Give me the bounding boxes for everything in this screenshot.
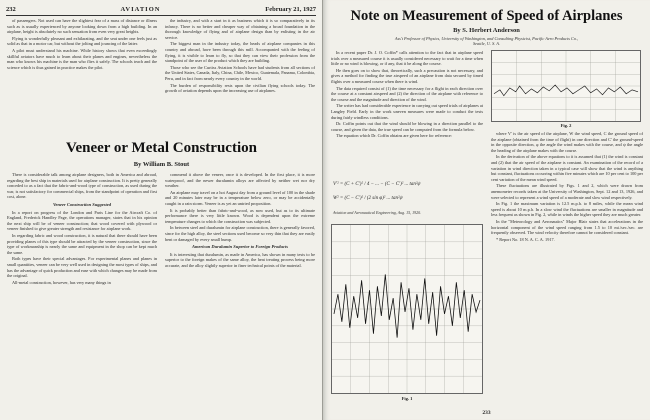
- paragraph: In regarding fabric and wood construction, it is natural that there should have been providing planes of this type should be attracted by the veneer construction, since the type of workmanship is nearly the same and equipment in the shop can be kept much the same.: [7, 232, 157, 255]
- figure-1-caption: Fig. 1: [401, 396, 413, 401]
- running-head: [6, 5, 316, 14]
- article-author: By S. Herbert Anderson: [453, 27, 520, 34]
- figure-1-chart: [331, 224, 483, 394]
- figure-1-graph: [332, 225, 482, 393]
- paragraph: It is interesting that duralumin, as made in America, has shown in many tests to be superior to the foreign makes of the same alloy, the heat treating process being more accurate, and the alloy slightly superior in finer technical points of the material.: [165, 251, 315, 268]
- article-column-1: [7, 172, 157, 410]
- paragraph: The writer has had considerable experience in carrying out speed trials of airplanes at Langley Field. Early in the work uneven measures were made to conduct the tests during fairly windless conditions.: [331, 103, 483, 120]
- paragraph: The biggest man in the industry today, the heads of airplane companies in this country and abroad, have been through this mill. Accompanied with the feeling of flying, it is visible to learn to fly, so that they can view their profession from the standpoint of the user of the product which they are building.: [165, 41, 315, 64]
- paragraph: In a recent paper Dr. J. O. Coffin* calls attention to the fact that in airplane speed trials over a measured course it is usually considered necessary to wait for a time when little or no wind is blowing, or if any, that it be along the course.: [331, 50, 483, 67]
- top-column-2: [165, 18, 315, 136]
- article-title: Note on Measurement of Speed of Airplanes: [350, 8, 623, 24]
- paragraph: of passengers. Not used can have the slightest fear of a mass of distance or illness such as is usually experienced by anyone looking down from a high building. In an airplane, height is absolutely no such sensation from even very great heights.: [7, 18, 157, 35]
- paragraph: Those who see the Curtiss Aviation Schools have had students from all sections of the United States, Canada, Italy, China, Chile, Mexico, Guatemala, Panama, Colombia, Peru, and in fact from nearly every country in the world.: [165, 64, 315, 81]
- page-number: 233: [482, 410, 491, 416]
- paragraph: where V' is the air speed of the airplane, W the wind speed, C the ground speed of the airplane (obtained from the time of flight) in one direction and C' the ground-speed in the opposite direction, φ the angle the wind makes with the course, and ψ the angle the heading of the airplane makes with the course.: [491, 131, 643, 153]
- paragraph: The data required consist of (1) the time necessary for a flight in each direction over the course at a constant airspeed and (2) the direction of the airplane with reference to the course and the magnitude and direction of the wind.: [331, 85, 483, 102]
- paragraph: An airplane may travel on a hot August day from a ground level of 100 in the shade and 20 minutes later may be in a temperature below zero, or may be accidentally caught in a rain storm. Veneer is as yet an untried proposition.: [165, 189, 315, 206]
- paragraph: It is probably better than fabric-and-wood, as now used, but as to its ultimate performance there is very little known. Wood is dependent upon the extreme temperature changes to which the construction was subjected.: [165, 207, 315, 224]
- paragraph: In the "Meteorology and Aeronautics" Major Blair states that accelerations in the horizontal component of the wind speed ranging from 1.5 to 10 mi./sec./sec. are frequently observed. The wind velocity therefore cannot be considered constant.: [491, 218, 643, 236]
- paragraph: He then goes on to show that, theoretically, such a precaution is not necessary, and gives a method for finding the true airspeed of an airplane from data secured by timed flights over a measured course when there is wind.: [331, 67, 483, 84]
- paragraph: In Fig. 1 the maximum variation is 12.5 m.p.h. to 8 miles, while the mean wind speed is about 10 m.p.h. In a slow wind the fluctuations are smaller in magnitude and less frequent as shown in Fig. 2, while in winds the higher speed they are much greater.: [491, 201, 643, 218]
- paragraph: Flying is wonderfully pleasant and exhilarating, and the seat under one feels just as solid as that in a motor car, but without the jolting and jouncing of the latter.: [7, 35, 157, 47]
- page-number: 232: [6, 6, 16, 13]
- paragraph: the industry, and with a start in it as business which it is so comparatively in its infancy. There is no better and cheaper way of obtaining a broad foundation in the thorough knowledge of flying and of airplane design than by enlisting in the air service.: [165, 18, 315, 40]
- section-heading: American Duralumin Superior to Foreign Products: [192, 244, 288, 250]
- paragraph: commend it above the veneer, once it is developed. In the first place, it is more waterproof, and the newer duralumin alloys are affected by neither wet nor dry weather.: [165, 172, 315, 189]
- paragraph: In the derivation of the above equations to it is assumed that (1) the wind is constant and (2) that the air speed of the airplane is constant. An examination of the record of a variation in wind direction taken in a typical case will show that the wind is anything but constant, fluctuations occurring within five minutes which are 10 per cent to 100 per cent variation of the mean wind speed.: [491, 154, 643, 182]
- figure-2-graph: [492, 51, 640, 121]
- paragraph: Dr. Coffin points out that the wind should be blowing in a direction parallel to the course, and given the data, the true speed can be computed from the formula below.: [331, 121, 483, 132]
- paragraph: A pilot must understand his machine. While history shows that even exceedingly skillful aviators have much to learn about their planes and engines, nevertheless the man who knows his machine is the man who flies it safely. The schools teach and the science which is thus gained in practice makes the pilot.: [7, 47, 157, 70]
- paragraph: There is considerable talk among airplane designers, both in America and abroad, regarding the best ship in materials used for airplane construction. It is pretty generally conceded to as a fact that the fabric-and-wood type of construction, as used during the war, is not satisfactory for commercial ships, from the standpoint of operation and first cost, alone.: [7, 172, 157, 200]
- header-rule: [6, 15, 316, 16]
- left-page: [0, 0, 323, 420]
- citation-line: Aviation and Aeronautical Engineering, Aug. 15, 1920.: [333, 210, 422, 215]
- article-author: By William B. Stout: [133, 161, 190, 168]
- right-page: [323, 0, 650, 420]
- paragraph: These fluctuations are illustrated by Figs. 1 and 2, which were drawn from anemometer records taken at the University of Washington, Sept. 12 and 13, 1926, and were selected to represent a wind speed of a moderate and slow wind respectively.: [491, 183, 643, 200]
- article-column-2: [491, 131, 643, 346]
- section-heading: Veneer Construction Suggested: [52, 201, 111, 207]
- equation-2: W² = (C − C')² / (2 sin φ)² ... tan²ψ: [333, 196, 403, 201]
- article-column-2: [165, 172, 315, 410]
- publication-name: AVIATION: [120, 6, 161, 13]
- article-column-1: [331, 50, 483, 178]
- paragraph: The equation which Dr. Coffin obtains are given here for reference:: [336, 133, 453, 139]
- article-title: Veneer or Metal Construction: [66, 140, 257, 156]
- paragraph: In between steel and duralumin for airplane construction, there is generally favored, since for the high alloy, the steel sections used become so very thin that they are easily bent or damaged by every small bump.: [165, 225, 315, 242]
- figure-2-caption: Fig. 2: [560, 123, 572, 128]
- author-affiliation: Ass't Professor of Physics, University of Washington, and Consulting Physicist, Pacific Aero Products Co., Seattle, U. S. A.: [394, 36, 579, 47]
- equation-1: V'² = (C + C')² / 4 − ... − (C − C')² ... tan²ψ: [333, 182, 421, 187]
- paragraph: Both types have their special advantages. For experimental planes and planes in small quantities, veneer can be very well used in designing the most types of ships, and has the advantage of quick production and ease with which changes may be made from the original.: [7, 256, 157, 279]
- issue-date: February 21, 1927: [265, 6, 316, 13]
- footnote: * Report No. 18 N. A. C. A. 1917.: [496, 236, 555, 242]
- paragraph: The burden of responsibility rests upon the civilian flying schools today. The growth of aviation depends upon the increasing use of airplanes.: [165, 82, 315, 94]
- figure-2-chart: [491, 50, 641, 122]
- paragraph: All-metal construction, however, has very many things in: [12, 279, 111, 285]
- top-column-1: [7, 18, 157, 136]
- paragraph: In a report on progress of the London and Paris Line for the Aircraft Co. of England, Frederick Handley Page, the operations manager, states that in his opinion the next ship will be of veneer construction; that wood covered with plywood or veneer finished to give greater strength and resistance for airplane work.: [7, 209, 157, 232]
